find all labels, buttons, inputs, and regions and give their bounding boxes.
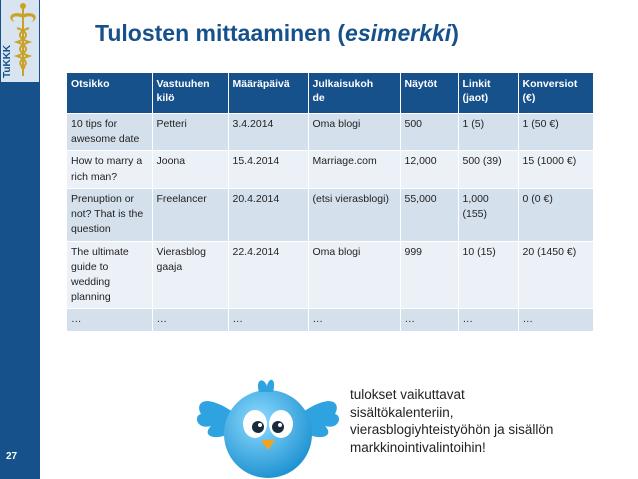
slide-number: 27	[6, 451, 18, 462]
table-cell: Prenuption or not? That is the question	[67, 188, 152, 241]
table-cell: 500 (39)	[458, 151, 518, 188]
slide-title: Tulosten mittaaminen (esimerkki)	[95, 20, 459, 46]
column-header: Linkit (jaot)	[458, 73, 518, 114]
table-cell: Oma blogi	[308, 241, 400, 309]
column-header: Määräpäivä	[228, 73, 308, 114]
column-header: Näytöt	[400, 73, 458, 114]
table-cell: Joona	[152, 151, 228, 188]
table-cell: 12,000	[400, 151, 458, 188]
table-cell: 1 (5)	[458, 114, 518, 151]
caduceus-icon	[1, 0, 39, 82]
table-cell: Marriage.com	[308, 151, 400, 188]
table-cell: …	[228, 309, 308, 331]
table-cell: 20 (1450 €)	[518, 241, 593, 309]
table-cell: 15.4.2014	[228, 151, 308, 188]
table-cell: Petteri	[152, 114, 228, 151]
table-cell: The ultimate guide to wedding planning	[67, 241, 152, 309]
content-calendar-table	[67, 73, 594, 331]
table-cell: Oma blogi	[308, 114, 400, 151]
logo-wordmark: TuKKK	[2, 44, 13, 78]
table-row	[67, 309, 593, 331]
table-cell: …	[308, 309, 400, 331]
table-cell: 3.4.2014	[228, 114, 308, 151]
table-header-row	[67, 73, 593, 114]
table-cell: 20.4.2014	[228, 188, 308, 241]
table-row	[67, 241, 593, 309]
table-row	[67, 151, 593, 188]
table-cell: …	[67, 309, 152, 331]
table-cell: 1 (50 €)	[518, 114, 593, 151]
table-cell: 1,000 (155)	[458, 188, 518, 241]
table-cell: 10 (15)	[458, 241, 518, 309]
table-cell: Freelancer	[152, 188, 228, 241]
caption-line: markkinointivalintoihin!	[350, 439, 486, 455]
table-row	[67, 114, 593, 151]
column-header: Konversiot (€)	[518, 73, 593, 114]
table-cell: 0 (0 €)	[518, 188, 593, 241]
table-cell: How to marry a rich man?	[67, 151, 152, 188]
column-header: Vastuuhen kilö	[152, 73, 228, 114]
table-cell: 10 tips for awesome date	[67, 114, 152, 151]
caption-line: sisältökalenteriin,	[350, 404, 454, 420]
twitter-bird-icon	[193, 352, 343, 479]
table-cell: …	[458, 309, 518, 331]
table-cell: 500	[400, 114, 458, 151]
table-cell: …	[400, 309, 458, 331]
table-cell: 999	[400, 241, 458, 309]
table-cell: 22.4.2014	[228, 241, 308, 309]
table-row	[67, 188, 593, 241]
table-cell: …	[152, 309, 228, 331]
university-logo	[1, 0, 39, 82]
table-cell: (etsi vierasblogi)	[308, 188, 400, 241]
caption-text	[350, 386, 620, 456]
caption-line: vierasblogiyhteistyöhön ja sisällön	[350, 422, 554, 438]
column-header: Julkaisukoh de	[308, 73, 400, 114]
table-cell: …	[518, 309, 593, 331]
caption-line: tulokset vaikuttavat	[350, 387, 465, 402]
table-cell: Vierasblog gaaja	[152, 241, 228, 309]
column-header: Otsikko	[67, 73, 152, 114]
table-cell: 15 (1000 €)	[518, 151, 593, 188]
table-cell: 55,000	[400, 188, 458, 241]
